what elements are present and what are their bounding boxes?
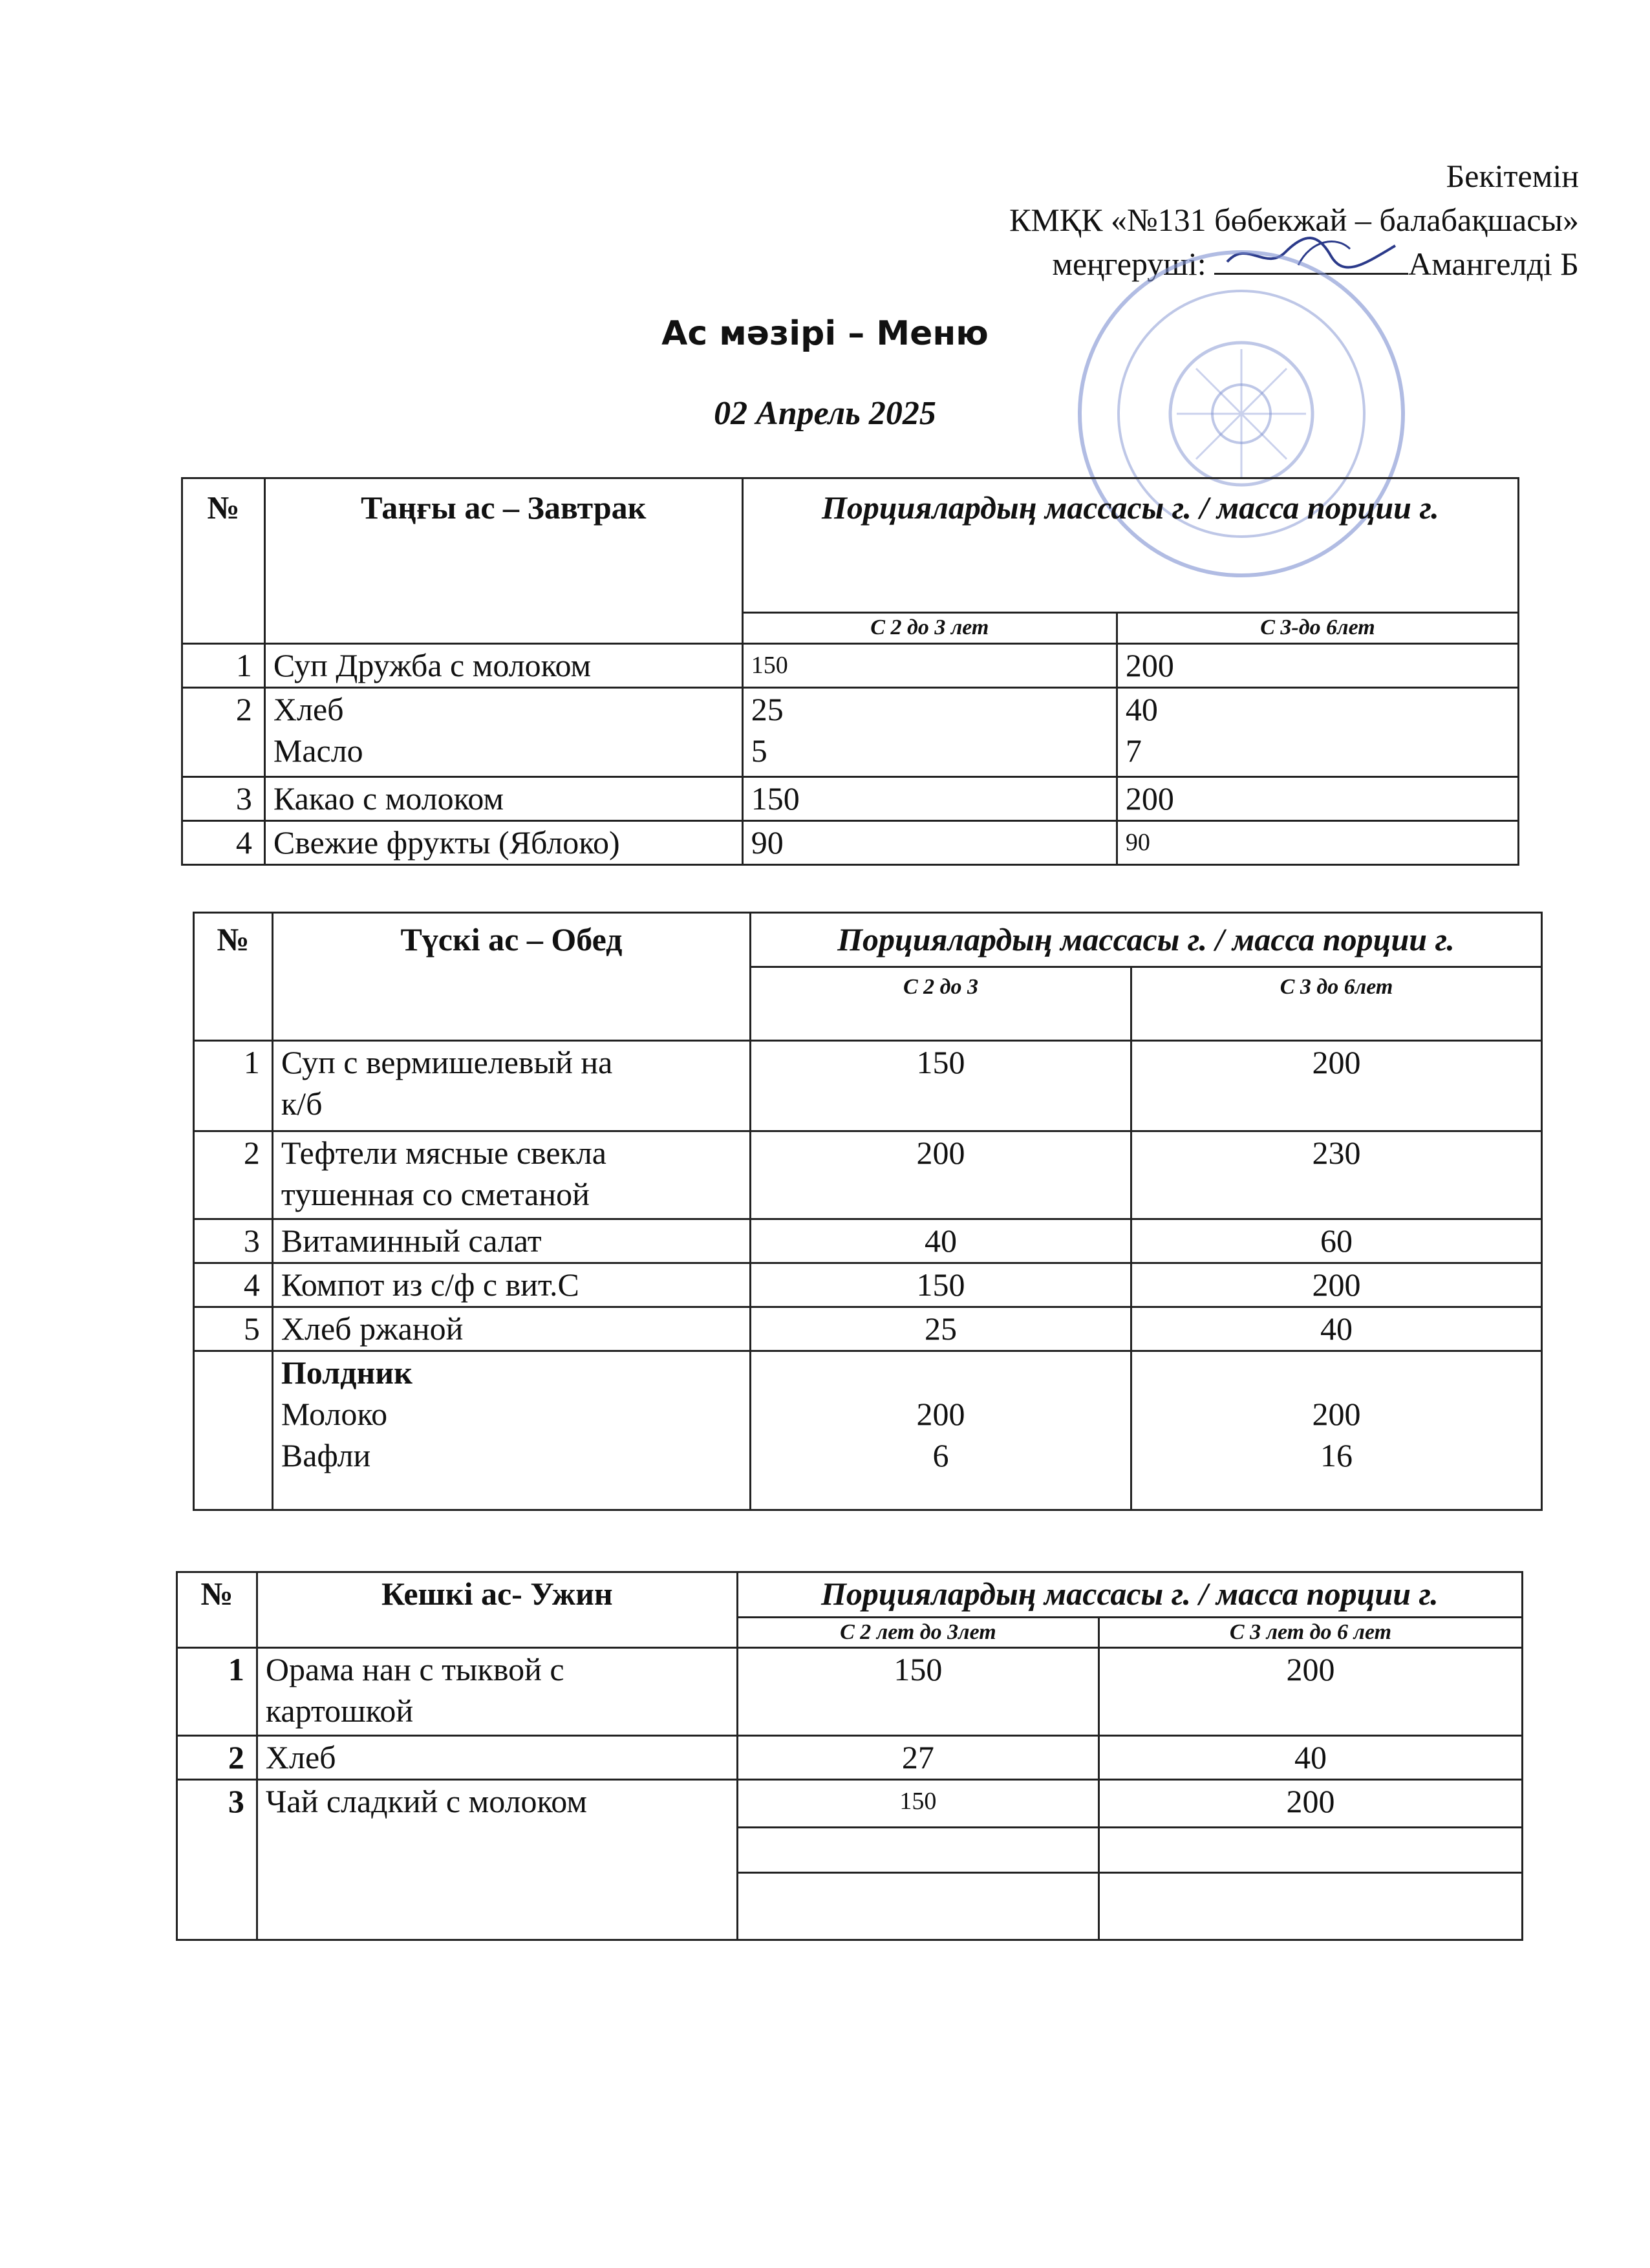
portion-older: 90 (1117, 821, 1518, 865)
breakfast-table (181, 477, 1519, 866)
col-meal: Кешкі ас- Ужин (257, 1572, 737, 1648)
col-meal: Таңғы ас – Завтрак (264, 478, 742, 644)
col-mass: Порциялардың массасы г. / масса порции г. (750, 913, 1541, 967)
portion-older: 200 (1098, 1648, 1522, 1736)
portion-young: 150 (742, 777, 1117, 821)
dish-name: Хлеб ржаной (272, 1307, 750, 1351)
table-row: 4 Свежие фрукты (Яблоко) 90 90 (182, 821, 1519, 865)
portion-young: 150 (750, 1041, 1131, 1131)
portion-young: 150 (737, 1648, 1098, 1736)
portion-young: 200 6 (750, 1351, 1131, 1510)
portion-young: 40 (750, 1219, 1131, 1263)
table-row: 3 Чай сладкий с молоком 150 200 (177, 1780, 1523, 1828)
table-row: 1 Орама нан с тыквой с картошкой 150 200 (177, 1648, 1523, 1736)
portion-young: 25 5 (742, 688, 1117, 777)
snack-row (194, 1351, 1542, 1510)
portion-young: 150 (737, 1780, 1098, 1828)
table-row: 3 Витаминный салат 40 60 (194, 1219, 1542, 1263)
portion-older: 200 16 (1131, 1351, 1542, 1510)
portion-young: 25 (750, 1307, 1131, 1351)
head-label: меңгеруші: (1052, 246, 1206, 282)
col-number: № (194, 913, 273, 1041)
table-row: 3 Какао с молоком 150 200 (182, 777, 1519, 821)
dish-name: Орама нан с тыквой с картошкой (257, 1648, 737, 1736)
portion-older: 40 (1098, 1736, 1522, 1780)
snack-items: Полдник Молоко Вафли (272, 1351, 750, 1510)
menu-date: 02 Апрель 2025 (714, 395, 936, 432)
head-name: Амангелді Б (1408, 246, 1579, 282)
table-row: 1 Суп с вермишелевый на к/б 150 200 (194, 1041, 1542, 1131)
col-number: № (177, 1572, 257, 1648)
age-group-1: С 2 до 3 (750, 967, 1131, 1041)
snack-title: Полдник (281, 1354, 412, 1391)
age-group-2: С 3 до 6лет (1131, 967, 1542, 1041)
dish-name: Чай сладкий с молоком (257, 1780, 737, 1940)
page-title: Ас мәзірі – Меню (661, 314, 989, 353)
portion-young: 150 (750, 1263, 1131, 1307)
age-group-2: С 3 лет до 6 лет (1098, 1618, 1522, 1648)
col-mass: Порциялардың массасы г. / масса порции г. (742, 478, 1518, 613)
approval-title: Бекітемін (1446, 158, 1579, 194)
portion-older: 200 (1131, 1263, 1542, 1307)
dish-name: Хлеб (257, 1736, 737, 1780)
portion-older: 60 (1131, 1219, 1542, 1263)
table-row: 2 Хлеб 27 40 (177, 1736, 1523, 1780)
portion-older: 200 (1098, 1780, 1522, 1828)
portion-older: 40 (1131, 1307, 1542, 1351)
portion-young: 90 (742, 821, 1117, 865)
lunch-table (193, 912, 1543, 1511)
table-row: 2 Тефтели мясные свекла тушенная со сметаной 200 230 (194, 1131, 1542, 1219)
dish-name: Какао с молоком (264, 777, 742, 821)
age-group-2: С 3-до 6лет (1117, 613, 1518, 644)
col-mass: Порциялардың массасы г. / масса порции г. (737, 1572, 1522, 1618)
table-row: 4 Компот из с/ф с вит.С 150 200 (194, 1263, 1542, 1307)
portion-older: 200 (1131, 1041, 1542, 1131)
table-row: 1 Суп Дружба с молоком 150 200 (182, 644, 1519, 688)
table-row: 2 Хлеб Масло 25 5 40 7 (182, 688, 1519, 777)
dinner-table (176, 1571, 1523, 1941)
table-row: 5 Хлеб ржаной 25 40 (194, 1307, 1542, 1351)
col-number: № (182, 478, 265, 644)
organization-name: КМҚК «№131 бөбекжай – балабақшасы» (1009, 202, 1579, 238)
portion-older: 200 (1117, 644, 1518, 688)
dish-name: Тефтели мясные свекла тушенная со сметаной (272, 1131, 750, 1219)
dish-name: Суп с вермишелевый на к/б (272, 1041, 750, 1131)
portion-young: 200 (750, 1131, 1131, 1219)
dish-name: Витаминный салат (272, 1219, 750, 1263)
dish-name: Хлеб Масло (264, 688, 742, 777)
dish-name: Суп Дружба с молоком (264, 644, 742, 688)
dish-name: Свежие фрукты (Яблоко) (264, 821, 742, 865)
portion-older: 200 (1117, 777, 1518, 821)
portion-young: 150 (742, 644, 1117, 688)
age-group-1: С 2 лет до 3лет (737, 1618, 1098, 1648)
portion-older: 40 7 (1117, 688, 1518, 777)
portion-older: 230 (1131, 1131, 1542, 1219)
dish-name: Компот из с/ф с вит.С (272, 1263, 750, 1307)
age-group-1: С 2 до 3 лет (742, 613, 1117, 644)
col-meal: Түскі ас – Обед (272, 913, 750, 1041)
portion-young: 27 (737, 1736, 1098, 1780)
